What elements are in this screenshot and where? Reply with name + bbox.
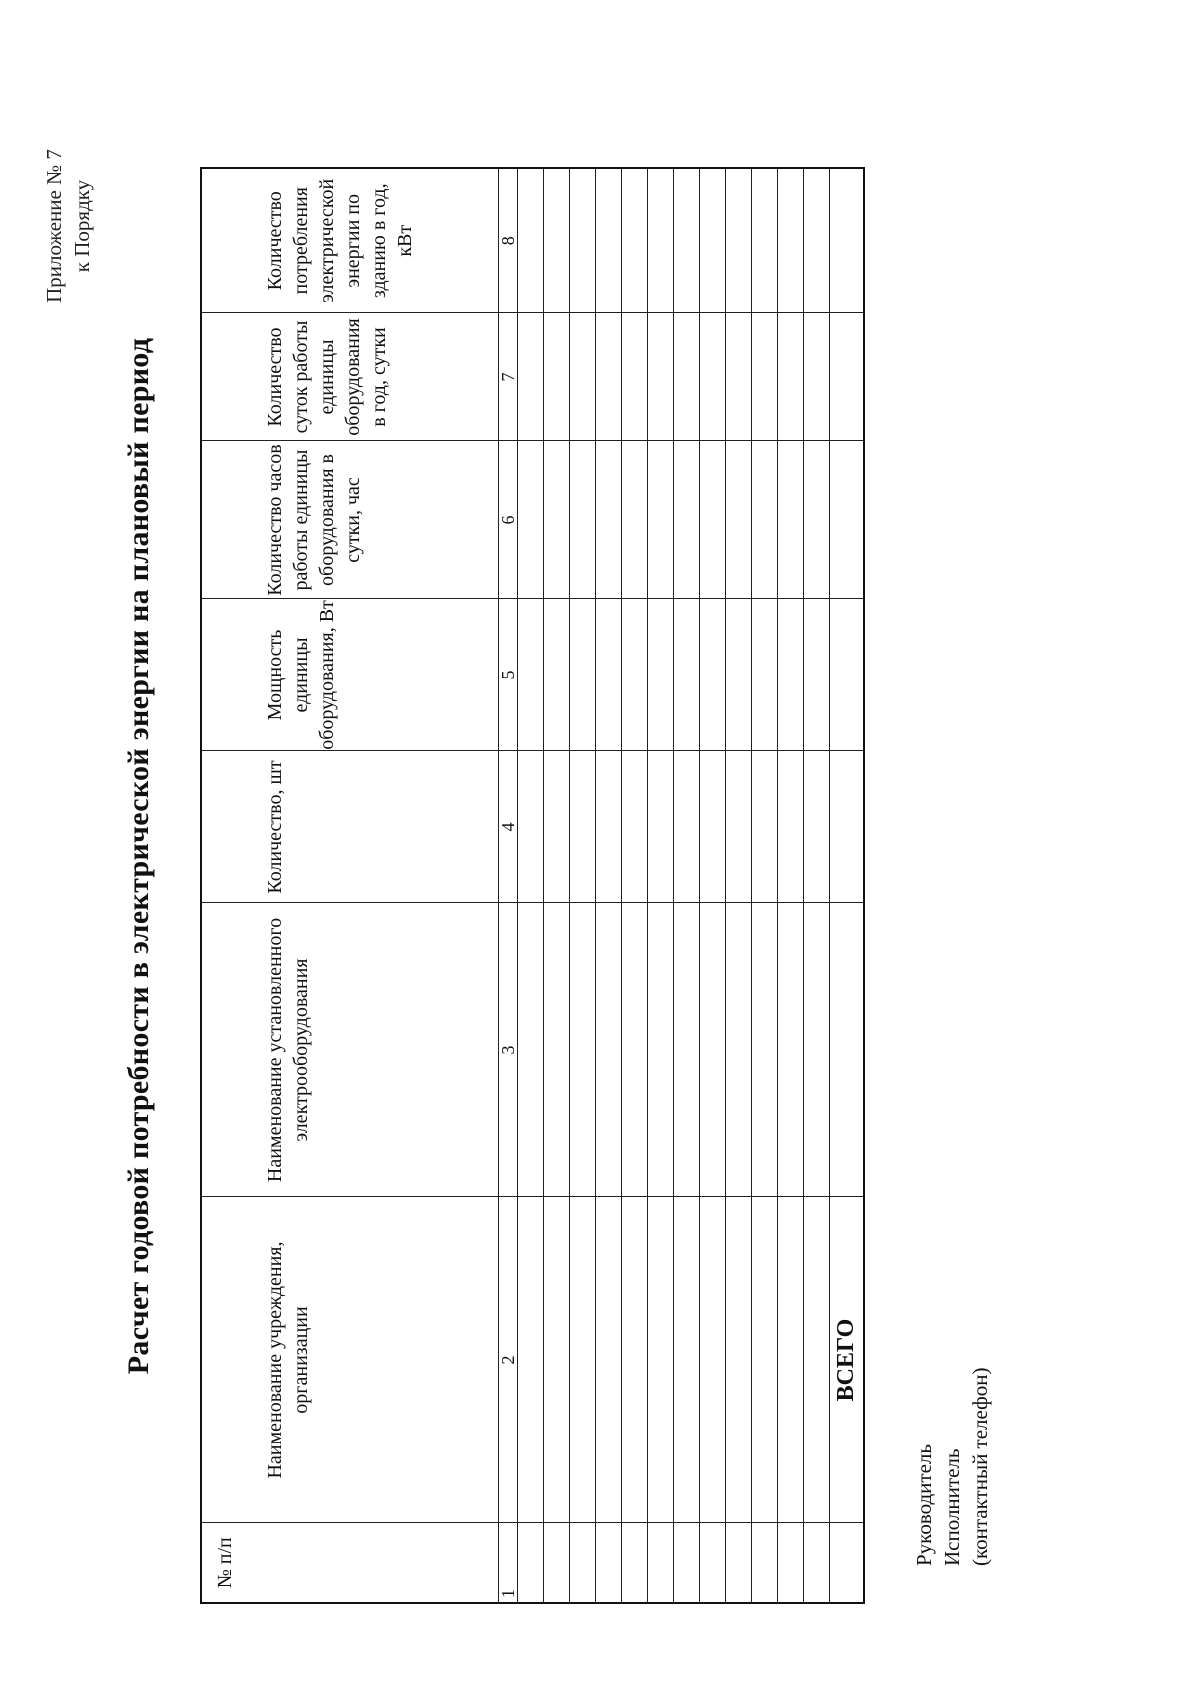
table-cell[interactable]	[518, 599, 544, 751]
table-cell[interactable]	[752, 1523, 778, 1603]
table-row	[648, 168, 674, 1603]
energy-calculation-table	[200, 167, 865, 1604]
table-cell[interactable]	[674, 441, 700, 599]
table-cell[interactable]	[544, 599, 570, 751]
header-cell: Мощность единицы оборудования, Вт	[201, 599, 499, 751]
table-cell[interactable]	[700, 168, 726, 313]
total-label	[830, 1197, 865, 1523]
column-number-cell: 1	[499, 1523, 518, 1603]
table-cell[interactable]	[726, 903, 752, 1197]
table-cell[interactable]	[700, 751, 726, 903]
table-cell[interactable]	[648, 903, 674, 1197]
column-number-cell: 3	[499, 903, 518, 1197]
table-cell[interactable]	[778, 903, 804, 1197]
appendix-order-ref: к Порядку	[70, 179, 94, 273]
table-cell[interactable]	[518, 1197, 544, 1523]
table-cell[interactable]	[700, 599, 726, 751]
table-cell[interactable]	[726, 1197, 752, 1523]
table-cell[interactable]	[830, 1523, 865, 1603]
table-cell[interactable]	[648, 168, 674, 313]
table-cell[interactable]	[830, 168, 865, 313]
table-cell[interactable]	[544, 751, 570, 903]
contact-phone-label: (контактный телефон)	[968, 1367, 992, 1566]
table-cell[interactable]	[518, 313, 544, 441]
column-number-row	[499, 168, 518, 1603]
table-cell[interactable]	[700, 441, 726, 599]
table-cell[interactable]	[570, 751, 596, 903]
table-cell[interactable]	[518, 751, 544, 903]
table-cell[interactable]	[726, 599, 752, 751]
table-cell[interactable]	[648, 599, 674, 751]
signature-block	[910, 1166, 994, 1566]
table-row	[570, 168, 596, 1603]
document-title: Расчет годовой потребности в электрической энергии на плановый период	[122, 337, 155, 1375]
table-cell[interactable]	[778, 441, 804, 599]
table-cell[interactable]	[518, 441, 544, 599]
table-row	[804, 168, 830, 1603]
table-cell[interactable]	[648, 313, 674, 441]
table-cell[interactable]	[830, 903, 865, 1197]
table-row	[700, 168, 726, 1603]
table-cell[interactable]	[804, 168, 830, 313]
table-cell[interactable]	[544, 168, 570, 313]
table-cell[interactable]	[570, 1197, 596, 1523]
table-cell[interactable]	[570, 168, 596, 313]
table-cell[interactable]	[570, 441, 596, 599]
table-row	[544, 168, 570, 1603]
column-number-cell: 6	[499, 441, 518, 599]
total-label-text: ВСЕГО	[833, 1318, 859, 1402]
header-cell: Количество часов работы единицы оборудования в сутки, час	[201, 441, 499, 599]
table-cell[interactable]	[830, 441, 865, 599]
table-cell[interactable]	[778, 1523, 804, 1603]
table-cell[interactable]	[674, 1197, 700, 1523]
table-cell[interactable]	[778, 599, 804, 751]
table-row	[596, 168, 622, 1603]
table-cell[interactable]	[752, 168, 778, 313]
table-cell[interactable]	[804, 1197, 830, 1523]
table-cell[interactable]	[622, 751, 648, 903]
table-cell[interactable]	[674, 751, 700, 903]
table-cell[interactable]	[804, 599, 830, 751]
header-cell: Количество потребления электрической энергии по зданию в год, кВт	[201, 168, 499, 313]
table-cell[interactable]	[622, 1197, 648, 1523]
table-cell[interactable]	[726, 168, 752, 313]
table-cell[interactable]	[544, 1523, 570, 1603]
table-row	[752, 168, 778, 1603]
table-cell[interactable]	[648, 1197, 674, 1523]
table-cell[interactable]	[596, 168, 622, 313]
table-cell[interactable]	[778, 751, 804, 903]
table-cell[interactable]	[752, 313, 778, 441]
table-cell[interactable]	[570, 313, 596, 441]
table-cell[interactable]	[544, 903, 570, 1197]
column-number-cell: 7	[499, 313, 518, 441]
table-cell[interactable]	[622, 903, 648, 1197]
table-cell[interactable]	[518, 168, 544, 313]
header-cell: Наименование установленного электрооборудования	[201, 903, 499, 1197]
table-cell[interactable]	[544, 441, 570, 599]
table-cell[interactable]	[726, 441, 752, 599]
table-cell[interactable]	[544, 313, 570, 441]
table-cell[interactable]	[830, 313, 865, 441]
table-cell[interactable]	[622, 168, 648, 313]
head-signature-label: Руководитель	[912, 1444, 936, 1566]
table-cell[interactable]	[596, 1197, 622, 1523]
table-row	[778, 168, 804, 1603]
table-cell[interactable]	[622, 599, 648, 751]
header-cell: № п/п	[201, 1523, 499, 1603]
table-cell[interactable]	[804, 903, 830, 1197]
table-cell[interactable]	[570, 599, 596, 751]
table-total-row	[830, 168, 865, 1603]
table-cell[interactable]	[648, 751, 674, 903]
header-cell: Количество суток работы единицы оборудования в год, сутки	[201, 313, 499, 441]
executor-signature-label: Исполнитель	[940, 1448, 964, 1566]
table-cell[interactable]	[752, 441, 778, 599]
table-cell[interactable]	[674, 903, 700, 1197]
column-number-cell: 4	[499, 751, 518, 903]
appendix-reference	[40, 106, 96, 346]
table-cell[interactable]	[726, 751, 752, 903]
table-cell[interactable]	[804, 1523, 830, 1603]
table-cell[interactable]	[596, 441, 622, 599]
table-cell[interactable]	[726, 313, 752, 441]
table-cell[interactable]	[752, 903, 778, 1197]
table-cell[interactable]	[674, 599, 700, 751]
table-cell[interactable]	[596, 1523, 622, 1603]
column-number-cell: 8	[499, 168, 518, 313]
table-cell[interactable]	[804, 313, 830, 441]
table-cell[interactable]	[674, 1523, 700, 1603]
table-cell[interactable]	[544, 1197, 570, 1523]
table-cell[interactable]	[648, 1523, 674, 1603]
table-cell[interactable]	[752, 1197, 778, 1523]
table-cell[interactable]	[596, 313, 622, 441]
table-cell[interactable]	[622, 441, 648, 599]
table-row	[622, 168, 648, 1603]
table-cell[interactable]	[778, 313, 804, 441]
table-cell[interactable]	[700, 903, 726, 1197]
table-cell[interactable]	[700, 1197, 726, 1523]
table-cell[interactable]	[622, 313, 648, 441]
table-cell[interactable]	[778, 1197, 804, 1523]
appendix-number: Приложение № 7	[42, 149, 66, 303]
table-cell[interactable]	[804, 751, 830, 903]
header-cell: Наименование учреждения, организации	[201, 1197, 499, 1523]
table-header-row	[201, 168, 499, 1603]
column-number-cell: 5	[499, 599, 518, 751]
table-cell[interactable]	[518, 1523, 544, 1603]
table-cell[interactable]	[674, 313, 700, 441]
table-row	[518, 168, 544, 1603]
table-cell[interactable]	[752, 751, 778, 903]
table-cell[interactable]	[570, 903, 596, 1197]
table-row	[674, 168, 700, 1603]
table-cell[interactable]	[752, 599, 778, 751]
table-cell[interactable]	[622, 1523, 648, 1603]
column-number-cell: 2	[499, 1197, 518, 1523]
table-cell[interactable]	[674, 168, 700, 313]
header-cell: Количество, шт	[201, 751, 499, 903]
table-cell[interactable]	[596, 903, 622, 1197]
table-cell[interactable]	[648, 441, 674, 599]
table-cell[interactable]	[700, 1523, 726, 1603]
table-cell[interactable]	[804, 441, 830, 599]
table-cell[interactable]	[518, 903, 544, 1197]
table-cell[interactable]	[778, 168, 804, 313]
table-row	[726, 168, 752, 1603]
table-cell[interactable]	[726, 1523, 752, 1603]
table-cell[interactable]	[596, 751, 622, 903]
table-cell[interactable]	[830, 599, 865, 751]
table-cell[interactable]	[596, 599, 622, 751]
table-cell[interactable]	[570, 1523, 596, 1603]
table-cell[interactable]	[830, 751, 865, 903]
table-cell[interactable]	[700, 313, 726, 441]
